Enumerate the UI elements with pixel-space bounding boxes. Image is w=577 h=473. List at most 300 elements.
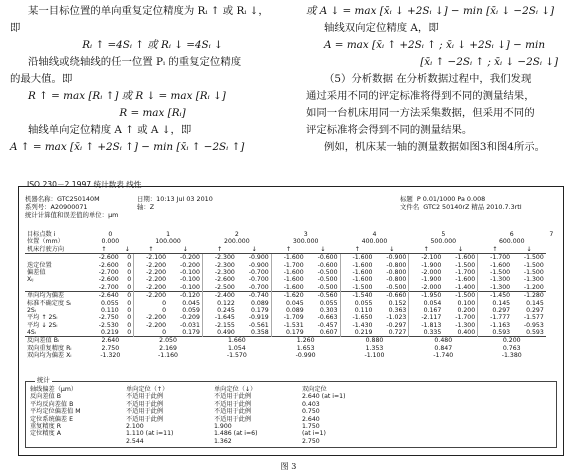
table-cell: 0.167 [409,307,443,314]
table-cell: -2.700 [98,268,119,276]
table-cell: 0 [121,292,134,300]
table-cell: 0 [127,314,132,322]
table-cell: 0.297 [478,307,512,314]
paragraph: 轴线双向定位精度 A，即 [324,22,439,34]
table-cell: -0.031 [179,321,200,329]
table-cell: 迭定位置 [27,261,52,269]
direction-arrow: ↓ [457,245,464,253]
table-cell: 0.490 [202,329,236,337]
table-cell: -1.600 [271,269,305,276]
table-cell: 0.100 [457,299,476,307]
table-cell: -0.900 [248,261,269,269]
table-cell: -0.209 [179,314,200,322]
header-machine-info: 机器名称：GTC250140M 系列号：A20900071 统计计算值和误差值的单位：μm [25,195,119,219]
table-cell: 0.045 [271,300,305,307]
table-cell: 7 [549,231,554,238]
right-text-column [306,4,572,157]
table-cell: -2.700 [98,283,119,291]
table-cell: -2.200 [134,292,168,300]
left-text-column [10,4,295,157]
table-cell: -0.500 [317,276,338,284]
table-cell: 300.000 [292,238,319,246]
table-cell: -2.000 [409,284,443,292]
table-cell: 0.400 [457,329,476,337]
paragraph: （5）分析数据 在分析数据过程中，我们发现 [324,73,532,85]
table-cell: -1.813 [409,322,443,329]
statistics-value: 1.362 [214,437,232,445]
statistics-value: 平均反向差值 B [30,400,74,408]
table-cell: 0.880 [340,337,409,345]
table-cell: -1.700 [455,314,476,322]
table-cell: 0 [127,299,132,307]
table-cell: 0.219 [340,329,374,337]
statistics-value: 2.100 [126,422,144,430]
figure-header [25,195,557,221]
table-cell: 0 [127,261,132,269]
statistics-value: 不适用于此例 [214,415,252,423]
table-cell: -0.600 [317,261,338,269]
table-cell: -1.500 [523,268,544,276]
table-cell: -1.577 [523,314,544,322]
table-cell: -1.645 [202,314,236,321]
table-cell: -0.919 [248,314,269,322]
statistics-column [214,386,302,445]
table-cell: 1.353 [365,344,384,352]
header-date-axis: 日期：10:13 Jul 03 2010 轴：Z [137,195,213,211]
table-cell: -1.500 [340,284,374,292]
formula: 或 A ↓ = max [x̄ᵢ ↓ +2Sᵢ ↓] − min [x̄ᵢ ↓ −2Sᵢ ↓] [306,5,555,17]
figure-3-data-sheet [18,186,564,456]
statistics-value: 反向差值 B [30,393,61,401]
table-row [25,307,557,314]
table-cell: -2.200 [134,262,168,269]
table-cell: 0 [127,276,132,284]
table-cell: -2.750 [98,314,119,322]
table-cell: 0.054 [409,300,443,307]
statistics-value: (at i=1) [302,430,326,438]
statistics-value: 定位精度 A [30,430,61,438]
table-row [25,246,557,254]
paragraph: 即 [10,22,21,34]
statistics-value: 不适用于此例 [214,393,252,401]
table-cell: -0.200 [179,261,200,269]
table-cell: -1.777 [478,314,512,321]
table-cell: -2.600 [98,276,119,284]
table-cell: 反向差值 Bᵢ [25,337,87,345]
table-row [25,329,557,337]
table-cell: -1.600 [271,254,305,262]
figure-caption: 图 3 [280,462,297,471]
table-cell: 0.245 [202,307,236,314]
table-cell: 0 [134,307,168,314]
table-cell: 4Sᵢ [27,329,36,337]
table-cell: 平均 ↑ 2Sᵢ [27,314,58,322]
table-cell: 500.000 [430,238,457,246]
paragraph: 沿轴线或绕轴线的任一位置 Pᵢ 的重复定位精度 [28,56,242,68]
statistics-value: 不适用于此例 [126,415,164,423]
table-cell: -2.200 [134,314,168,321]
table-cell: 0.200 [457,306,476,314]
direction-arrow: ↓ [526,245,532,253]
statistics-title: 统计 [37,376,50,384]
table-cell: -1.540 [340,292,374,300]
table-cell: 0.763 [502,344,521,352]
table-cell: 0 [127,283,132,291]
paragraph: 如同一台机床用同一方法采集数据，但采用不同的 [306,107,535,119]
table-cell: Xᵢⱼ [27,276,34,284]
table-cell: -2.530 [98,321,119,329]
table-cell: 0.847 [434,344,453,352]
table-cell: -0.200 [168,254,202,262]
table-cell: 0.480 [409,337,478,345]
table-cell: -1.320 [100,352,121,360]
table-cell: -1.531 [271,322,305,329]
statistics-value: 不适用于此例 [126,408,164,416]
table-cell: -2.200 [134,322,168,329]
statistics-value: 轴线偏差（μm） [30,386,78,393]
table-cell: -1.500 [478,269,512,276]
table-cell: -1.300 [455,321,476,329]
table-cell: 0 [134,300,168,307]
table-cell: 6 [509,231,514,238]
paragraph: 通过采用不同的评定标准将得到不同的测量结果， [306,90,535,102]
table-cell: -2.300 [202,254,236,262]
table-cell: 0 [134,329,168,337]
statistics-value: 2.640 (at i=1) [302,393,346,401]
direction-arrow: ↓ [251,245,257,253]
measurement-table [25,231,557,360]
table-cell: 4 [372,231,377,238]
direction-arrow: ↓ [389,245,395,253]
table-cell: -1.700 [478,254,512,262]
table-cell: 2.750 [101,344,120,352]
table-cell: 单向均为偏差 [25,292,87,300]
table-cell: -1.709 [271,314,305,321]
paragraph: 例如，机床某一轴的测量数据如图3和图4所示。 [324,141,546,153]
table-cell: -1.380 [501,352,522,360]
table-cell: 0.303 [319,306,338,314]
table-cell: -2.500 [202,284,236,292]
table-cell: 0.145 [526,299,544,307]
direction-arrow: ↓ [320,245,326,253]
table-cell: 0.200 [478,337,546,345]
statistics-value: 不适用于此例 [214,408,252,416]
statistics-column-header: 双向定位 [302,386,327,393]
table-cell: -1.600 [271,284,305,292]
table-cell: -0.560 [306,292,340,300]
table-cell: -1.100 [364,352,385,360]
table-cell: -1.600 [271,276,305,283]
table-cell: -0.800 [386,268,407,276]
table-row [25,314,557,321]
table-cell: 0.179 [271,329,305,337]
direction-arrow: ↓ [124,245,130,253]
table-cell: -1.500 [523,261,544,269]
table-row [25,276,557,283]
table-cell: 0.045 [182,299,200,307]
paragraph: 评定标准将会得到不同的测量结果。 [306,124,473,136]
table-cell: 0.363 [388,306,407,314]
table-cell: 0.089 [251,299,269,307]
table-cell: -0.120 [168,292,202,300]
table-cell: -1.300 [478,284,512,292]
header-file-info: 标题 P 0.01/1000 Pa 0.008 文件名 GTC2 50140rZ 精品 2010.7.3rtl [400,195,522,211]
table-cell: -0.100 [179,276,200,284]
table-cell: 0.059 [182,306,200,314]
table-row [25,262,557,269]
table-cell: -0.297 [386,321,407,329]
statistics-value: 1.750 [302,422,320,430]
table-cell: 2Sᵢ [27,306,36,314]
table-cell: -0.100 [179,283,200,291]
table-cell: 0.727 [388,329,407,337]
table-cell: -1.450 [478,292,512,300]
statistics-value: 2.750 [302,437,320,445]
table-row [25,238,557,245]
table-cell: 1 [166,231,170,238]
table-cell: 0.358 [251,329,269,337]
table-row [25,292,557,300]
table-cell: 0.297 [526,306,544,314]
statistics-column [126,386,214,445]
table-row [25,269,557,276]
table-row [25,284,557,292]
statistics-column-header: 单向定位（↑） [126,386,169,393]
table-cell: -0.740 [237,292,271,300]
direction-arrow: ↑ [423,245,429,253]
table-cell: -2.155 [202,322,236,329]
table-cell: -2.600 [202,276,236,283]
table-cell: -1.620 [271,292,305,300]
statistics-value: 1.110 (at i=11) [126,430,174,438]
table-cell: 0.055 [319,299,338,307]
statistics-value: 1.900 [214,422,232,430]
table-cell: -0.500 [386,283,407,291]
direction-arrow: ↓ [182,245,188,253]
table-cell: 0.593 [478,329,512,337]
table-cell: -2.600 [87,254,121,262]
table-cell: 100.000 [155,238,181,246]
table-cell: -2.640 [87,292,121,300]
direction-arrow: ↑ [101,245,107,253]
table-cell: -1.600 [455,276,476,284]
statistics-value: 1.486 (at i=6) [214,430,258,438]
table-cell: -1.600 [340,269,374,276]
table-cell: -1.900 [409,276,443,283]
formula: A ↑ = max [x̄ᵢ ↑ +2Sᵢ ↑] − min [x̄ᵢ ↑ −2Sᵢ ↑] [10,141,245,153]
table-cell: 2.169 [159,344,177,352]
statistics-column [302,386,398,445]
direction-arrow: ↑ [217,245,223,253]
table-cell: 0 [127,268,132,276]
table-cell: -0.900 [374,254,408,262]
table-cell: -2.200 [134,269,168,276]
statistics-value: 0.403 [302,400,320,408]
table-row [25,345,557,352]
statistics-box [25,376,557,448]
table-cell: -1.430 [340,322,374,329]
paragraph: 轴线单向定位精度 A ↑ 或 A ↓，即 [28,124,192,136]
table-cell: -2.100 [134,254,168,262]
table-row [25,337,557,345]
direction-arrow: ↑ [285,245,292,253]
direction-arrow: ↑ [354,245,360,253]
table-cell: 2 [234,231,239,238]
table-cell: -1.570 [226,352,247,360]
table-cell: 1.660 [202,337,271,345]
table-cell: 机床行驶方向 [27,245,65,253]
table-cell: 偏差值 [27,268,46,276]
table-cell: -1.400 [455,283,476,291]
table-cell: 600.000 [498,238,525,246]
table-cell: 0.055 [340,300,374,307]
table-cell: 5 [441,231,446,238]
table-cell: -0.561 [248,321,269,329]
table-cell: 0.179 [251,306,269,314]
table-cell: -1.163 [478,322,512,329]
table-cell: -1.650 [340,314,374,321]
table-cell: -2.000 [409,269,443,276]
table-cell: -1.023 [386,314,407,322]
statistics-value: 不适用于此例 [126,400,164,408]
formula: R = max [Rᵢ] [119,107,186,119]
table-cell: -2.117 [409,314,443,321]
table-cell: 平均 ↓ 2Sᵢ [27,321,58,329]
formula: A = max [x̄ᵢ ↑ +2Sᵢ ↑ ; x̄ᵢ ↓ +2Sᵢ ↓] − min [324,39,546,51]
statistics-value: 平均定位偏差值 M [30,408,81,416]
table-cell: -1.600 [340,276,374,283]
table-cell: -1.600 [443,254,477,262]
table-cell: 0 [127,321,132,329]
table-cell: 400.000 [361,238,388,246]
table-cell: 标准不确定度 Sᵢ [27,299,72,307]
table-cell: 0.122 [202,300,236,307]
table-cell: 目标点数 i [27,231,56,238]
table-cell: -0.100 [179,268,200,276]
table-cell: -0.800 [386,276,407,284]
table-cell: -1.740 [433,352,454,360]
table-cell: -1.500 [512,254,546,262]
table-cell: 双向重复精度 Rᵢ [27,344,72,352]
table-cell: 2.640 [87,337,134,345]
table-cell: -1.160 [158,352,178,360]
table-cell: -1.600 [340,254,374,262]
table-cell: 0 [127,306,132,314]
figure-frame-title: ISO 230－2 1997 统计数表 线性 [24,179,145,190]
table-cell: -0.600 [306,254,340,262]
table-row [25,352,557,359]
table-row [25,231,557,238]
direction-arrow: ↑ [492,245,498,253]
table-cell: 1.653 [296,344,315,352]
table-cell: 位置（mm） [27,238,64,246]
table-cell [25,254,87,262]
table-cell: -1.200 [523,283,544,291]
table-cell: -2.200 [134,284,168,292]
table-cell: -0.660 [374,292,408,300]
statistics-value: 2.544 [126,437,144,445]
table-cell: 0.607 [319,329,338,337]
table-cell: 0.593 [526,329,544,337]
formula: Rᵢ ↑ =4Sᵢ ↑ 或 Rᵢ ↓ =4Sᵢ ↓ [82,39,223,51]
statistics-value: 2.640 [302,415,320,423]
table-cell: 0 [127,329,132,337]
table-cell: -0.990 [295,352,316,360]
table-cell [25,284,87,292]
table-cell: 0.089 [271,307,305,314]
table-row [25,322,557,329]
table-cell: -0.953 [523,321,544,329]
table-cell: -2.100 [409,254,443,262]
table-cell: -1.300 [478,276,512,283]
table-cell: -0.457 [317,321,338,329]
statistics-value: 0.750 [302,408,320,416]
statistics-column-header: 单向定位（↓） [214,386,257,393]
table-cell: 3 [303,231,308,238]
direction-arrow: ↑ [148,245,154,253]
table-cell: 0.152 [388,299,407,307]
paragraph: 某一目标位置的单向重复定位精度为 Rᵢ ↑ 或 Rᵢ ↓， [28,5,269,17]
table-cell: -2.200 [134,276,168,283]
formula: [x̄ᵢ ↑ −2Sᵢ ↑ ; x̄ᵢ ↓ −2Sᵢ ↓] [420,56,558,68]
table-cell: 0.145 [478,300,512,307]
table-cell: -0.700 [248,268,269,276]
table-cell: 1.260 [271,337,340,345]
table-cell: -0.500 [317,268,338,276]
table-cell: -1.700 [455,268,476,276]
table-cell: -0.700 [248,283,269,291]
table-cell: 0.179 [182,329,200,337]
table-cell: -1.900 [409,262,443,269]
table-cell: -2.300 [202,269,236,276]
table-cell: -0.700 [248,276,269,284]
table-cell: -1.500 [443,292,477,300]
table-cell: -2.400 [202,292,236,300]
table-cell: 0.219 [100,329,119,337]
table-cell: -0.900 [237,254,271,262]
table-cell: 0.110 [100,306,119,314]
table-cell: -0.500 [317,283,338,291]
table-cell: 0 [108,231,113,238]
statistics-value: 重复精度 R [30,422,62,430]
formula: R ↑ = max [Rᵢ ↑] 或 R ↓ = max [Rᵢ ↓] [28,90,226,102]
table-cell: -1.950 [409,292,443,300]
table-cell: -1.280 [512,292,546,300]
table-cell: 200.000 [224,238,250,246]
statistics-column [30,386,126,445]
table-cell: 0.000 [101,238,120,246]
table-cell: -0.663 [317,314,338,322]
table-cell: 0.055 [100,299,119,307]
statistics-value: 定位系统偏差 E [30,415,74,423]
statistics-value: 不适用于此例 [126,393,164,401]
table-cell: -2.600 [98,261,119,269]
table-cell: 2.050 [134,337,203,345]
table-cell: -0.800 [386,261,407,269]
statistics-value: 不适用于此例 [214,400,252,408]
table-cell: -1.700 [271,262,305,269]
table-cell: -1.600 [478,262,512,269]
table-cell: -2.300 [202,262,236,269]
table-cell: 0.110 [340,307,374,314]
table-cell: -1.500 [455,261,476,269]
table-cell: 双向均为偏差 Xᵢ [27,352,72,360]
table-cell: -1.600 [340,262,374,269]
table-cell: -1.300 [523,276,544,284]
table-cell: 1.054 [227,344,246,352]
table-cell: 0.335 [409,329,443,337]
table-cell: 0 [121,254,134,262]
